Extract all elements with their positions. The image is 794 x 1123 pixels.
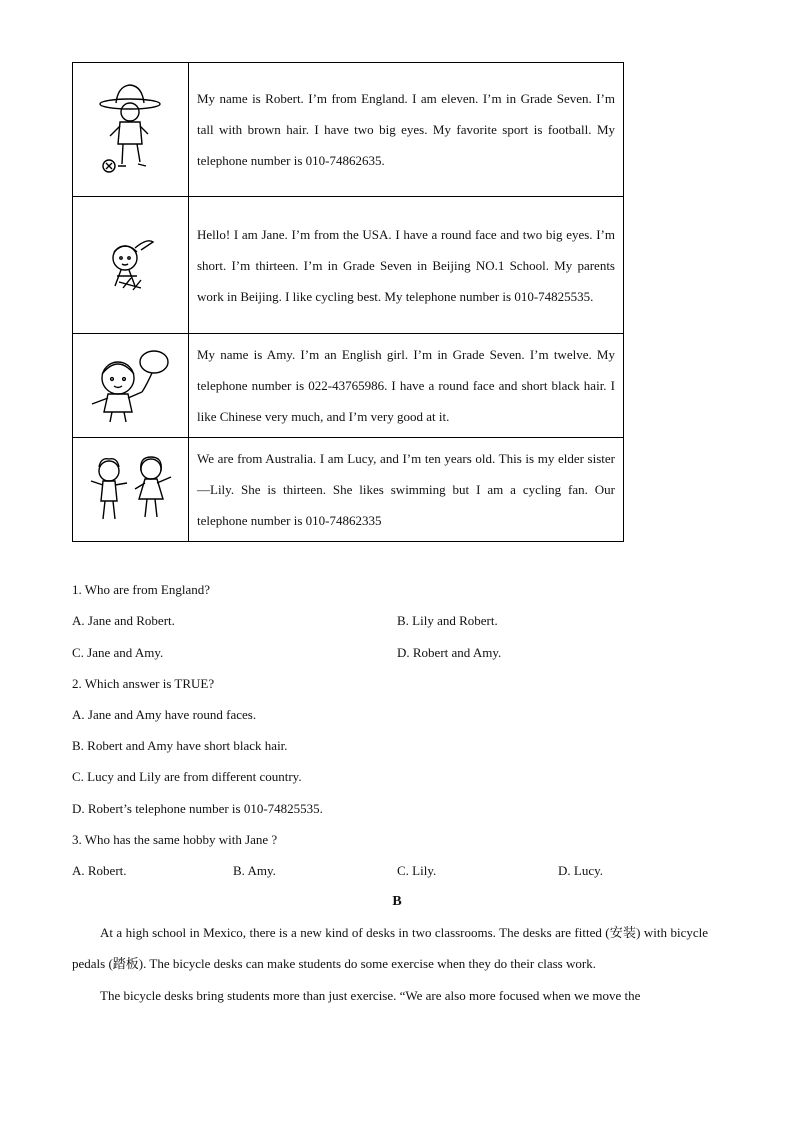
profile-row-lucy-lily (73, 438, 624, 542)
profile-row-amy (73, 334, 624, 438)
q3-option-d[interactable]: D. Lucy. (558, 863, 604, 878)
profile-text-robert: My name is Robert. I’m from England. I am eleven. I’m in Grade Seven. I’m tall with brown hair. I have two big eyes. My favorite sport is football. My telephone number is 010-74862635. (189, 63, 624, 197)
section-b-heading: B (392, 894, 402, 909)
question-2: 2. Which answer is TRUE? (72, 676, 215, 691)
q2-option-d[interactable]: D. Robert’s telephone number is 010-74825535. (72, 801, 323, 816)
q3-option-c[interactable]: C. Lily. (397, 863, 437, 878)
boy-football-icon (96, 82, 166, 177)
profile-picture-robert (73, 63, 189, 197)
q2-option-b[interactable]: B. Robert and Amy have short black hair. (72, 738, 288, 753)
section-b-paragraph-2: The bicycle desks bring students more than just exercise. “We are also more focused when we move the (100, 988, 641, 1003)
profile-text-amy: My name is Amy. I’m an English girl. I’m in Grade Seven. I’m twelve. My telephone number is 022-43765986. I have a round face and short black hair. I like Chinese very much, and I’m very good at it. (189, 334, 624, 438)
question-3: 3. Who has the same hobby with Jane ? (72, 832, 278, 847)
profile-picture-amy (73, 334, 189, 438)
q2-option-c[interactable]: C. Lucy and Lily are from different country. (72, 769, 302, 784)
q1-option-b[interactable]: B. Lily and Robert. (397, 613, 498, 628)
profile-row-robert (73, 63, 624, 197)
q3-option-b[interactable]: B. Amy. (233, 863, 276, 878)
profile-picture-lucy-lily (73, 438, 189, 542)
q1-option-c[interactable]: C. Jane and Amy. (72, 645, 164, 660)
profile-text-jane: Hello! I am Jane. I’m from the USA. I have a round face and two big eyes. I’m short. I’m thirteen. I’m in Grade Seven in Beijing NO.1 School. My parents work in Beijing. I like cycling best. My telephone number is 010-74825535. (189, 197, 624, 334)
profiles-table (72, 62, 624, 542)
child-balloon-icon (88, 346, 174, 426)
q2-option-a[interactable]: A. Jane and Amy have round faces. (72, 707, 257, 722)
q1-option-a[interactable]: A. Jane and Robert. (72, 613, 175, 628)
question-1: 1. Who are from England? (72, 582, 211, 597)
q3-option-a[interactable]: A. Robert. (72, 863, 127, 878)
girl-ponytail-icon (101, 230, 161, 300)
profile-text-lucy-lily: We are from Australia. I am Lucy, and I’m ten years old. This is my elder sister—Lily. She is thirteen. She likes swimming but I am a cycling fan. Our telephone number is 010-74862335 (189, 438, 624, 542)
profile-row-jane (73, 197, 624, 334)
q1-option-d[interactable]: D. Robert and Amy. (397, 645, 502, 660)
profile-picture-jane (73, 197, 189, 334)
two-kids-icon (83, 453, 179, 527)
section-b-paragraph-1: At a high school in Mexico, there is a new kind of desks in two classrooms. The desks are fitted (安装) with bicycle pedals (踏板). The bicycle desks can make students do some exercise when they do their class work. (72, 925, 708, 971)
